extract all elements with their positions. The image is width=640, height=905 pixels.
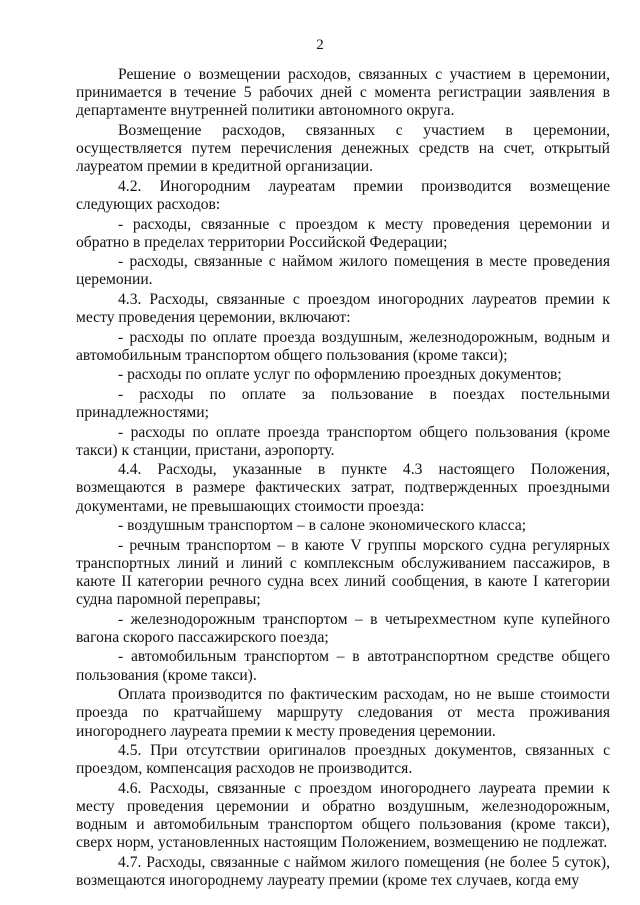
paragraph: 4.7. Расходы, связанные с наймом жилого помещения (не более 5 суток), возмещаются иногороднему лауреату премии (кроме тех случаев, когда ему [76,853,610,890]
paragraph: 4.5. При отсутствии оригиналов проездных документов, связанных с проездом, компенсация расходов не производится. [76,742,610,778]
list-item: - расходы по оплате за пользование в поездах постельными принадлежностями; [76,385,610,422]
paragraph: 4.3. Расходы, связанные с проездом иногородних лауреатов премии к месту проведения церемонии, включают: [76,290,610,327]
list-item: - воздушным транспортом – в салоне экономического класса; [118,517,527,535]
paragraph: 4.2. Иногородним лауреатам премии производится возмещение следующих расходов: [76,177,610,214]
list-item: - расходы по оплате проезда воздушным, железнодорожным, водным и автомобильным транспортом общего пользования (кроме такси); [76,328,610,364]
page-number: 2 [316,37,324,53]
paragraph: Решение о возмещении расходов, связанных с участием в церемонии, принимается в течение 5 рабочих дней с момента регистрации заявления в департаменте внутренней политики автономного округа. [76,66,610,120]
paragraph: 4.6. Расходы, связанные с проездом иногороднего лауреата премии к месту проведения церемонии и обратно воздушным, железнодорожным, водным и автомобильным транспортом общего пользования (кроме такси), сверх норм, установленных настоящим Положением, возмещению не подлежат. [76,779,610,852]
list-item: - расходы, связанные с наймом жилого помещения в месте проведения церемонии. [76,253,610,289]
list-item: - автомобильным транспортом – в автотранспортном средстве общего пользования (кроме такси). [76,648,610,684]
paragraph: 4.4. Расходы, указанные в пункте 4.3 настоящего Положения, возмещаются в размере фактических затрат, подтвержденных проездными документами, не превышающих стоимости проезда: [76,461,610,515]
document-body [76,66,610,892]
list-item: - железнодорожным транспортом – в четырехместном купе купейного вагона скорого пассажирского поезда; [76,610,610,646]
list-item: - расходы, связанные с проездом к месту проведения церемонии и обратно в пределах территории Российской Федерации; [76,215,610,251]
list-item: - речным транспортом – в каюте V группы морского судна регулярных транспортных линий и линий с комплексным обслуживанием пассажиров, в каюте II категории речного судна всех линий сообщения, в каюте I категории судна паромной переправы; [76,536,610,609]
paragraph: Возмещение расходов, связанных с участием в церемонии, осуществляется путем перечисления денежных средств на счет, открытый лауреатом премии в кредитной организации. [76,121,610,176]
list-item: - расходы по оплате проезда транспортом общего пользования (кроме такси) к станции, пристани, аэропорту. [76,423,610,459]
paragraph: Оплата производится по фактическим расходам, но не выше стоимости проезда по кратчайшему маршруту следования от места проживания иногороднего лауреата премии к месту проведения церемонии. [76,686,610,740]
list-item: - расходы по оплате услуг по оформлению проездных документов; [118,366,562,384]
